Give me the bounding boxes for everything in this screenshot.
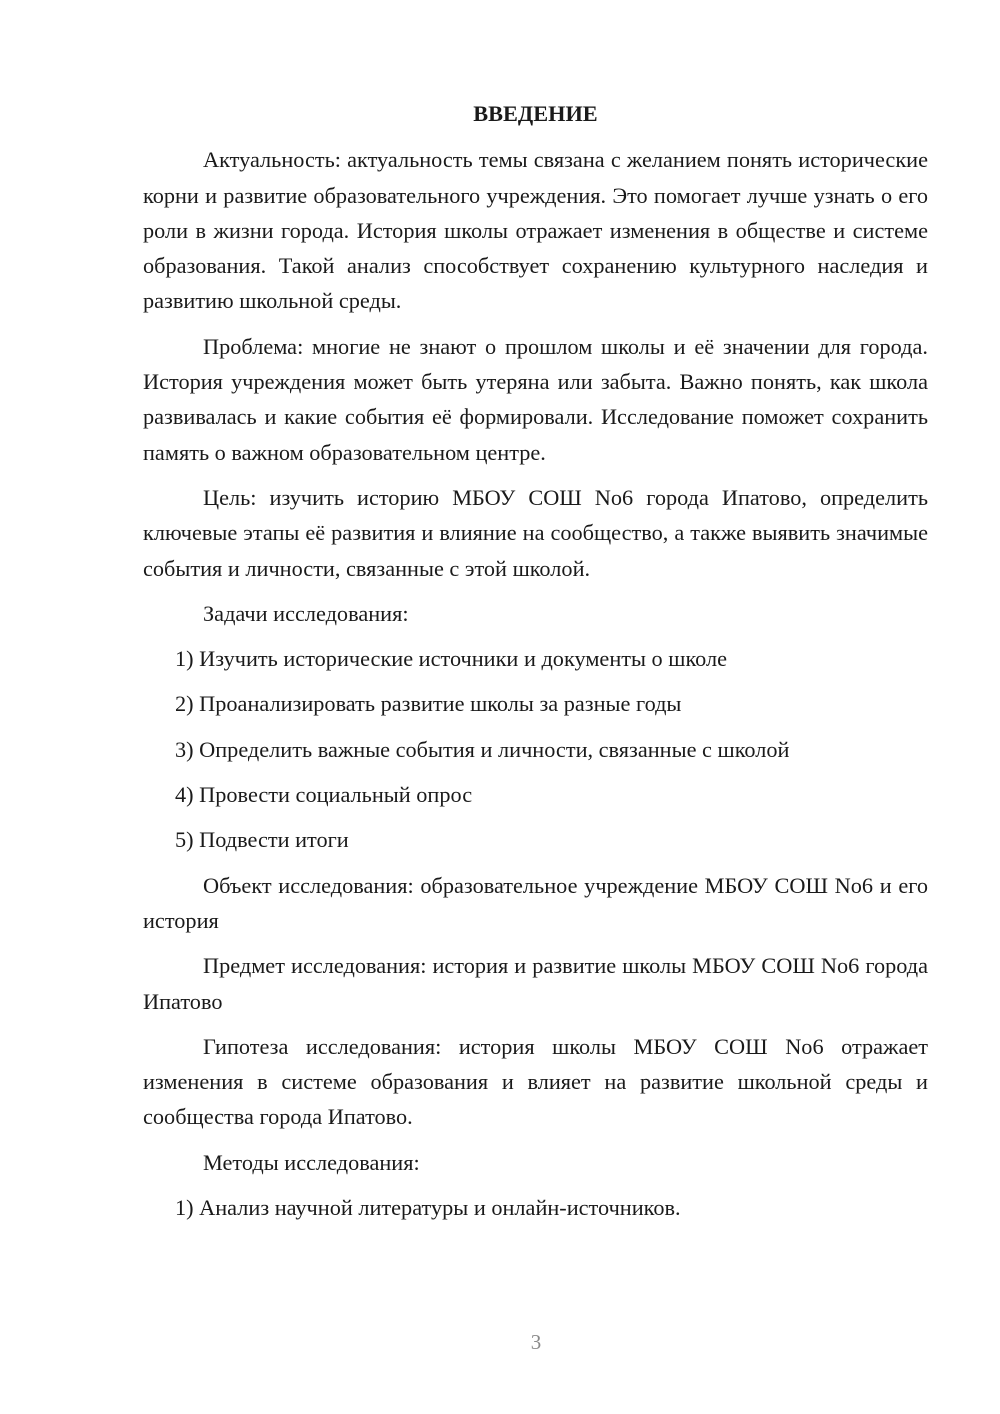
object-paragraph: Объект исследования: образовательное учреждение МБОУ СОШ No6 и его история: [143, 872, 928, 933]
methods-list: [143, 1190, 928, 1225]
list-item: 1) Анализ научной литературы и онлайн-источников.: [175, 1195, 681, 1221]
relevance-paragraph: Актуальность: актуальность темы связана с желанием понять исторические корни и развитие образовательного учреждения. Это помогает лучше узнать о его роли в жизни города. История школы отражает изменения в обществе и системе образования. Такой анализ способствует сохранению культурного наследия и развитию школьной среды.: [143, 147, 928, 314]
list-item: 3) Определить важные события и личности, связанные с школой: [175, 736, 790, 762]
list-item: 4) Провести социальный опрос: [175, 782, 473, 808]
goal-paragraph: Цель: изучить историю МБОУ СОШ No6 города Ипатово, определить ключевые этапы её развития и влияние на сообщество, а также выявить значимые события и личности, связанные с этой школой.: [143, 484, 928, 581]
document-page: [143, 96, 928, 1235]
tasks-list: [143, 641, 928, 857]
page-number: 3: [530, 1330, 542, 1354]
problem-paragraph: Проблема: многие не знают о прошлом школы и её значении для города. История учреждения может быть утеряна или забыта. Важно понять, как школа развивалась и какие события её формировали. Исследование поможет сохранить память о важном образовательном центре.: [143, 333, 928, 465]
methods-heading: Методы исследования:: [203, 1149, 420, 1175]
hypothesis-paragraph: Гипотеза исследования: история школы МБОУ СОШ No6 отражает изменения в системе образования и влияет на развитие школьной среды и сообщества города Ипатово.: [143, 1033, 928, 1130]
list-item: 5) Подвести итоги: [175, 827, 349, 853]
subject-paragraph: Предмет исследования: история и развитие школы МБОУ СОШ No6 города Ипатово: [143, 953, 928, 1014]
tasks-heading: Задачи исследования:: [203, 600, 409, 626]
list-item: 1) Изучить исторические источники и документы о школе: [175, 646, 728, 672]
section-title: ВВЕДЕНИЕ: [473, 101, 598, 126]
list-item: 2) Проанализировать развитие школы за разные годы: [175, 691, 682, 717]
